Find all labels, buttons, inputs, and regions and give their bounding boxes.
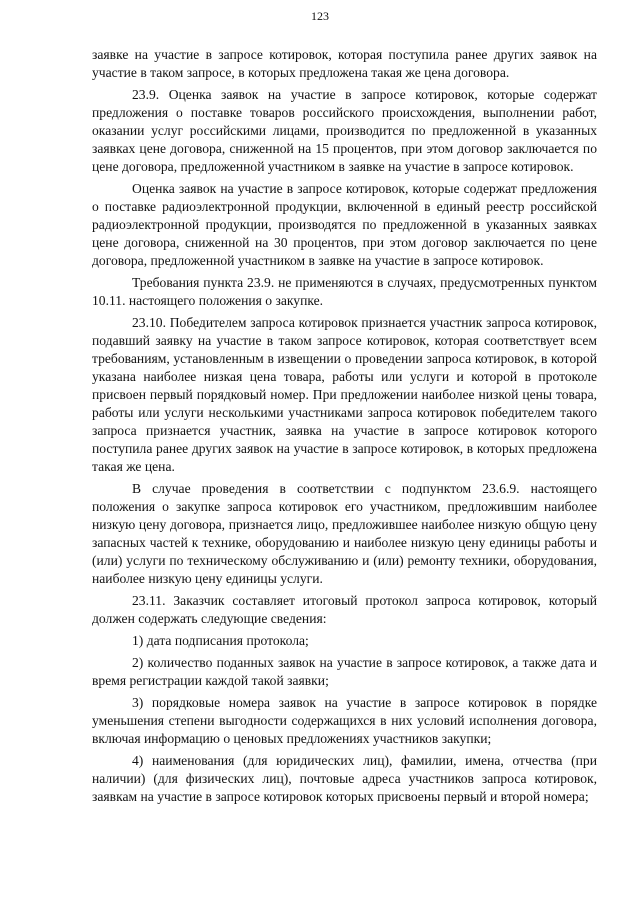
list-item-2: 2) количество поданных заявок на участие в запросе котировок, а также дата и время регистрации каждой такой заявки;	[92, 655, 597, 688]
page-number: 123	[311, 9, 329, 23]
list-item-4: 4) наименования (для юридических лиц), фамилии, имена, отчества (при наличии) (для физических лиц), почтовые адреса участников запроса котировок, заявкам на участие в запросе котировок которых присвоены первый и второй номера;	[92, 753, 597, 804]
paragraph-23-9: 23.9. Оценка заявок на участие в запросе котировок, которые содержат предложения о поставке товаров российского происхождения, выполнении работ, оказании услуг российскими лицами, производится по предложенной в указанных заявках цене договора, сниженной на 15 процентов, при этом договор заключается по цене договора, предложенной участником в заявке на участие в запросе котировок.	[92, 87, 597, 174]
paragraph-continuation: заявке на участие в запросе котировок, которая поступила ранее других заявок на участие в таком запросе, в которых предложена такая же цена договора.	[92, 47, 597, 80]
paragraph-radioelectronic-evaluation: Оценка заявок на участие в запросе котировок, которые содержат предложения о поставке радиоэлектронной продукции, включенной в единый реестр российской радиоэлектронной продукции, производятся по предложенной в указанных заявках цене договора, сниженной на 30 процентов, при этом договор заключается по цене договора, предложенной участником в заявке на участие в запросе котировок.	[92, 181, 597, 268]
paragraph-23-10: 23.10. Победителем запроса котировок признается участник запроса котировок, подавший заявку на участие в таком запросе котировок, которая соответствует всем требованиям, установленным в извещении о проведении запроса котировок, в которой указана наиболее низкая цена товара, работы или услуги и которой в протоколе присвоен первый порядковый номер. При предложении наиболее низкой цены товара, работы или услуги несколькими участниками запроса котировок победителем такого запроса признается участник, заявка на участие в запросе котировок которого поступила ранее других заявок на участие в запросе котировок, в которых предложена такая же цена.	[92, 315, 597, 474]
paragraph-23-6-9-case: В случае проведения в соответствии с подпунктом 23.6.9. настоящего положения о закупке запроса котировок его участником, предложившим наиболее низкую цену договора, признается лицо, предложившее наиболее низкую общую цену запасных частей к технике, оборудованию и наиболее низкую цену единицы работы и (или) услуги по техническому обслуживанию и (или) ремонту техники, оборудования, наиболее низкую цену единицы услуги.	[92, 481, 597, 586]
list-item-1: 1) дата подписания протокола;	[132, 633, 309, 648]
paragraph-23-9-exceptions: Требования пункта 23.9. не применяются в случаях, предусмотренных пунктом 10.11. настоящего положения о закупке.	[92, 275, 597, 308]
paragraph-23-11: 23.11. Заказчик составляет итоговый протокол запроса котировок, который должен содержать следующие сведения:	[92, 593, 597, 626]
document-body	[92, 46, 597, 810]
list-item-3: 3) порядковые номера заявок на участие в запросе котировок в порядке уменьшения степени выгодности содержащихся в них условий исполнения договора, включая информацию о ценовых предложениях участников закупки;	[92, 695, 597, 746]
